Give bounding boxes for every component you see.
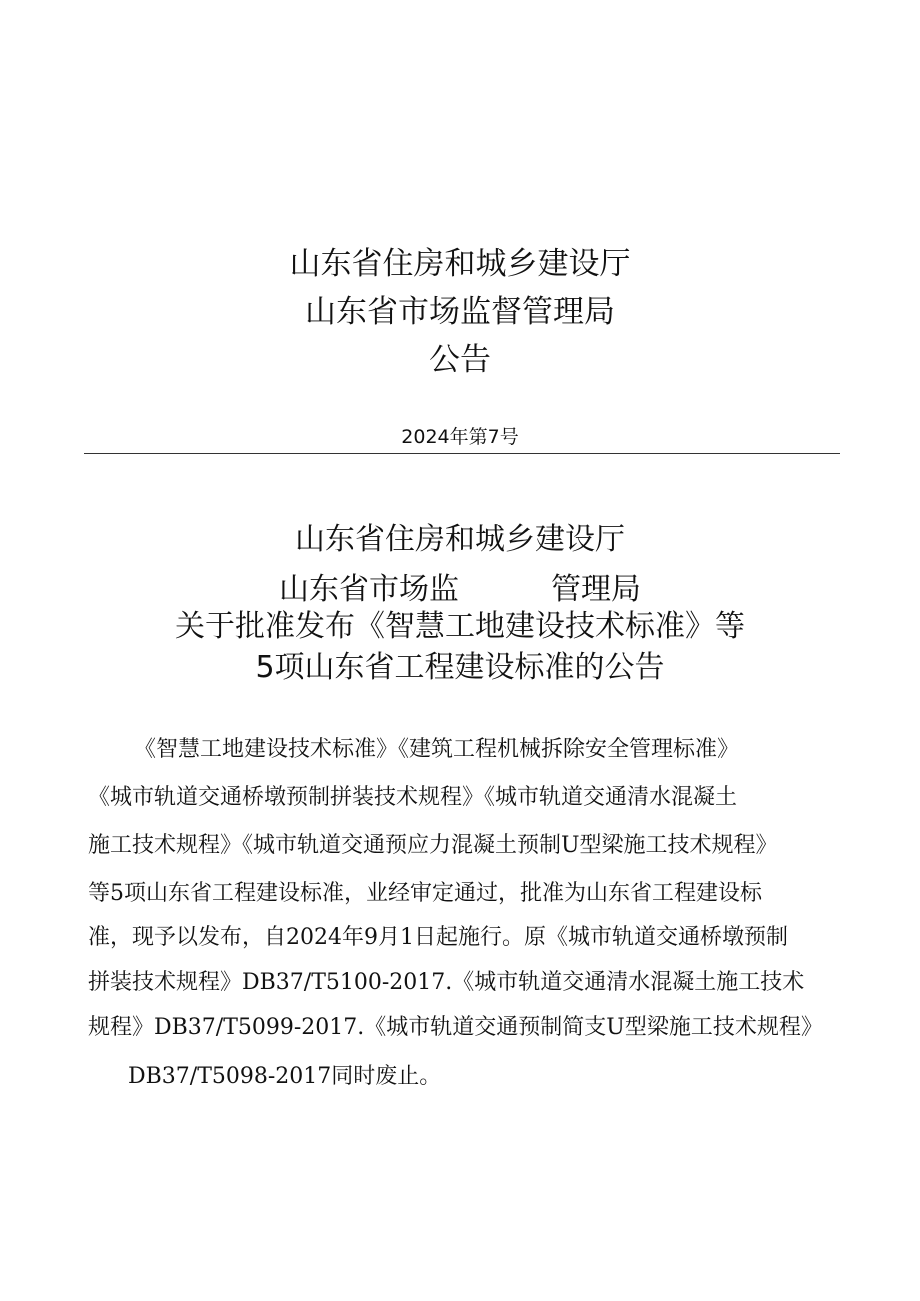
title-line-2-left: 山东省市场监 [279, 572, 459, 607]
body-line-8: DB37/T5098-2017同时废止。 [128, 1064, 442, 1089]
body-line-6: 拼装技术规程》DB37/T5100-2017.《城市轨道交通清水混凝土施工技术 [88, 970, 805, 995]
body-line-3: 施工技术规程》《城市轨道交通预应力混凝土预制U型梁施工技术规程》 [88, 833, 778, 858]
title-line-3: 关于批准发布《智慧工地建设技术标准》等 [175, 609, 745, 644]
body-line-4: 等5项山东省工程建设标准，业经审定通过，批准为山东省工程建设标 [88, 881, 762, 906]
title-line-1: 山东省住房和城乡建设厅 [295, 522, 625, 557]
document-type: 公告 [429, 342, 491, 378]
issue-number: 2024年第7号 [401, 426, 519, 448]
title-line-2-right: 管理局 [551, 572, 641, 607]
body-line-5: 准，现予以发布，自2024年9月1日起施行。原《城市轨道交通桥墩预制 [88, 925, 788, 950]
body-line-1: 《智慧工地建设技术标准》《建筑工程机械拆除安全管理标准》 [134, 737, 740, 762]
issuer-market-regulation-bureau: 山东省市场监督管理局 [305, 294, 615, 330]
body-line-2: 《城市轨道交通桥墩预制拼装技术规程》《城市轨道交通清水混凝土 [88, 785, 738, 810]
issuer-housing-department: 山东省住房和城乡建设厅 [289, 246, 631, 282]
body-line-7: 规程》DB37/T5099-2017.《城市轨道交通预制简支U型梁施工技术规程》 [88, 1015, 823, 1040]
title-line-2 [0, 570, 920, 610]
header-divider [84, 453, 840, 454]
title-line-4: 5项山东省工程建设标准的公告 [255, 650, 665, 685]
